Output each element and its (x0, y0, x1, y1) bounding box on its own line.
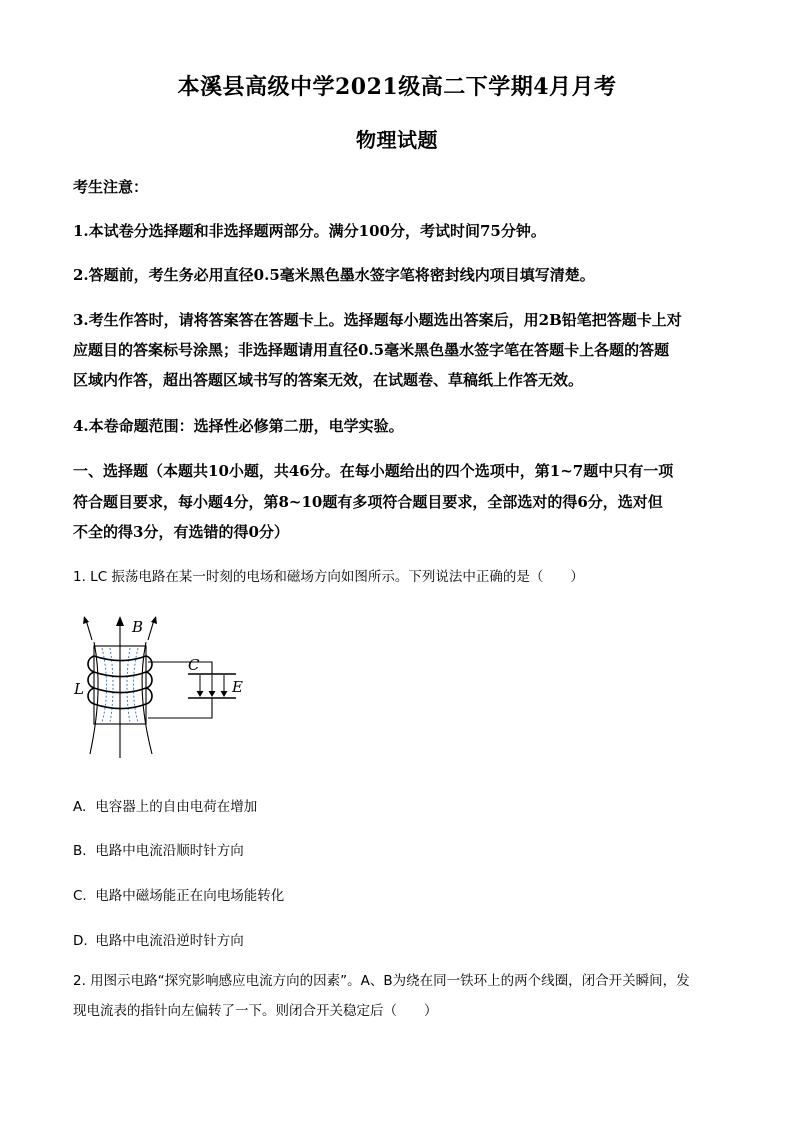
notice-item-3-line-3: 区域内作答，超出答题区域书写的答案无效，在试题卷、草稿纸上作答无效。 (73, 371, 584, 389)
option-d-text: 电路中电流沿逆时针方向 (95, 933, 244, 949)
notice-item-3-line-2: 应题目的答案标号涂黑；非选择题请用直径0.5毫米黑色墨水签字笔在答题卡上各题的答题 (73, 341, 670, 359)
lc-circuit-figure (72, 612, 252, 762)
question-2-line-2: 现电流表的指针向左偏转了一下。则闭合开关稳定后（ ） (73, 1003, 438, 1019)
option-a-text: 电容器上的自由电荷在增加 (95, 799, 258, 815)
option-c-text: 电路中磁场能正在向电场能转化 (95, 888, 285, 904)
question-2-line-1: 2. 用图示电路“探究影响感应电流方向的因素”。A、B为绕在同一铁环上的两个线圈，闭合开关瞬间，发 (73, 973, 690, 989)
option-a (73, 795, 257, 815)
notice-item-3-line-1: 3.考生作答时，请将答案答在答题卡上。选择题每小题选出答案后，用2B铅笔把答题卡上对 (73, 311, 682, 329)
option-d-label: D. (73, 933, 88, 949)
label-e: E (232, 678, 243, 696)
option-d (73, 929, 244, 949)
option-b-label: B. (73, 843, 87, 859)
exam-title: 本溪县高级中学2021级高二下学期4月月考 (177, 74, 617, 100)
label-l: L (74, 680, 84, 698)
notice-item-4: 4.本卷命题范围：选择性必修第二册，电学实验。 (73, 417, 404, 435)
question-1-stem: 1. LC 振荡电路在某一时刻的电场和磁场方向如图所示。下列说法中正确的是（ ） (73, 569, 584, 585)
label-b: B (132, 618, 144, 636)
section-1-line-1: 一、选择题（本题共10小题，共46分。在每小题给出的四个选项中，第1~7题中只有一项 (73, 462, 674, 480)
notice-item-2: 2.答题前，考生务必用直径0.5毫米黑色墨水签字笔将密封线内项目填写清楚。 (73, 266, 595, 284)
label-c: C (188, 656, 200, 674)
option-b-text: 电路中电流沿顺时针方向 (95, 843, 244, 859)
notice-item-1: 1.本试卷分选择题和非选择题两部分。满分100分，考试时间75分钟。 (73, 222, 546, 240)
option-a-label: A. (73, 799, 87, 815)
option-c-label: C. (73, 888, 87, 904)
notice-heading: 考生注意： (73, 178, 149, 196)
section-1-line-3: 不全的得3分，有选错的得0分） (73, 523, 289, 541)
exam-subtitle: 物理试题 (356, 128, 438, 152)
option-b (73, 839, 244, 859)
option-c (73, 884, 284, 904)
section-1-line-2: 符合题目要求，每小题4分，第8~10题有多项符合题目要求，全部选对的得6分，选对但 (73, 493, 663, 511)
